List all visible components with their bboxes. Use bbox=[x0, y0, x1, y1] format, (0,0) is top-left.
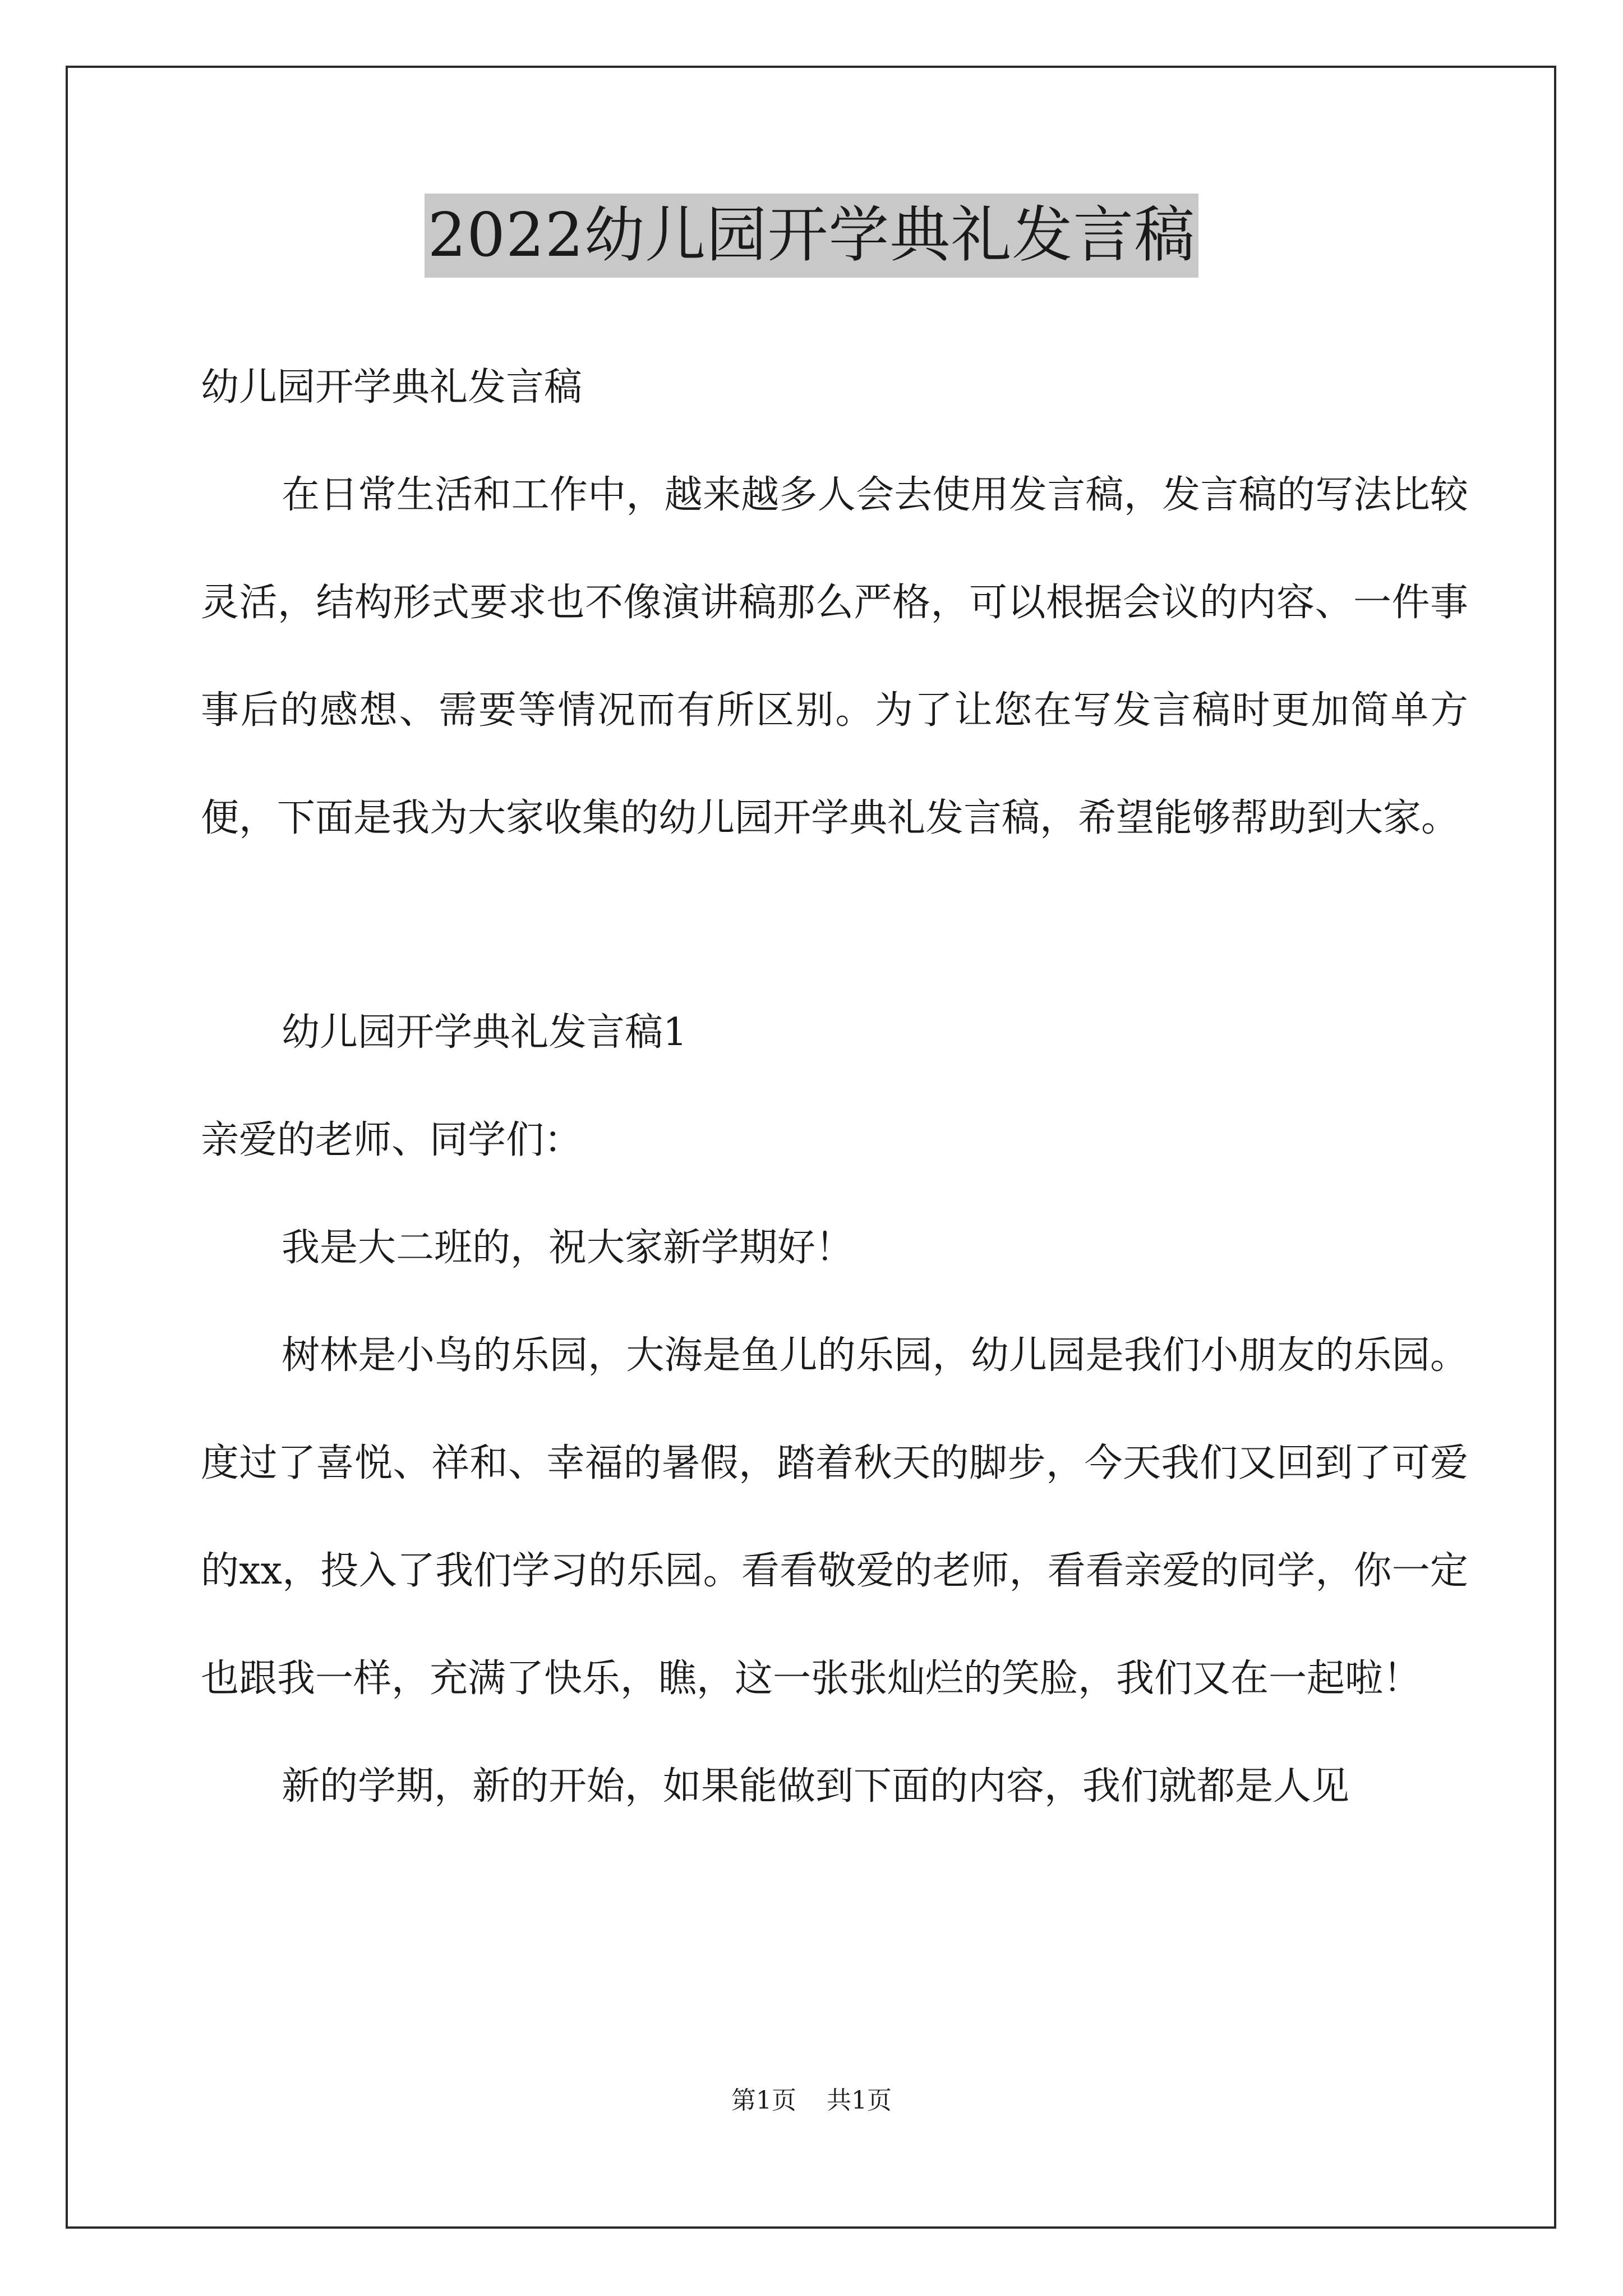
document-title: 2022幼儿园开学典礼发言稿 bbox=[425, 194, 1199, 278]
page-total: 共1页 bbox=[827, 2086, 892, 2115]
page-number: 第1页 bbox=[731, 2086, 796, 2115]
title-container bbox=[0, 194, 1623, 278]
closing-paragraph: 新的学期，新的开始，如果能做到下面的内容，我们就都是人见 bbox=[282, 1764, 1350, 1809]
greeting-paragraph: 我是大二班的，祝大家新学期好！ bbox=[282, 1226, 854, 1270]
section-gap bbox=[201, 872, 1468, 979]
section-heading: 幼儿园开学典礼发言稿1 bbox=[282, 1010, 688, 1055]
body-paragraph: 树林是小鸟的乐园，大海是鱼儿的乐园，幼儿园是我们小朋友的乐园。度过了喜悦、祥和、幸福的暑假，踏着秋天的脚步，今天我们又回到了可爱的xx，投入了我们学习的乐园。看看敬爱的老师，看看亲爱的同学，你一定也跟我一样，充满了快乐，瞧，这一张张灿烂的笑脸，我们又在一起啦！ bbox=[201, 1333, 1468, 1701]
page-footer bbox=[0, 2084, 1623, 2118]
salutation-paragraph: 亲爱的老师、同学们： bbox=[201, 1118, 583, 1162]
subtitle-paragraph: 幼儿园开学典礼发言稿 bbox=[201, 365, 583, 409]
intro-paragraph: 在日常生活和工作中，越来越多人会去使用发言稿，发言稿的写法比较灵活，结构形式要求也不像演讲稿那么严格，可以根据会议的内容、一件事事后的感想、需要等情况而有所区别。为了让您在写发言稿时更加简单方便，下面是我为大家收集的幼儿园开学典礼发言稿，希望能够帮助到大家。 bbox=[201, 473, 1468, 840]
document-body bbox=[201, 334, 1468, 1841]
